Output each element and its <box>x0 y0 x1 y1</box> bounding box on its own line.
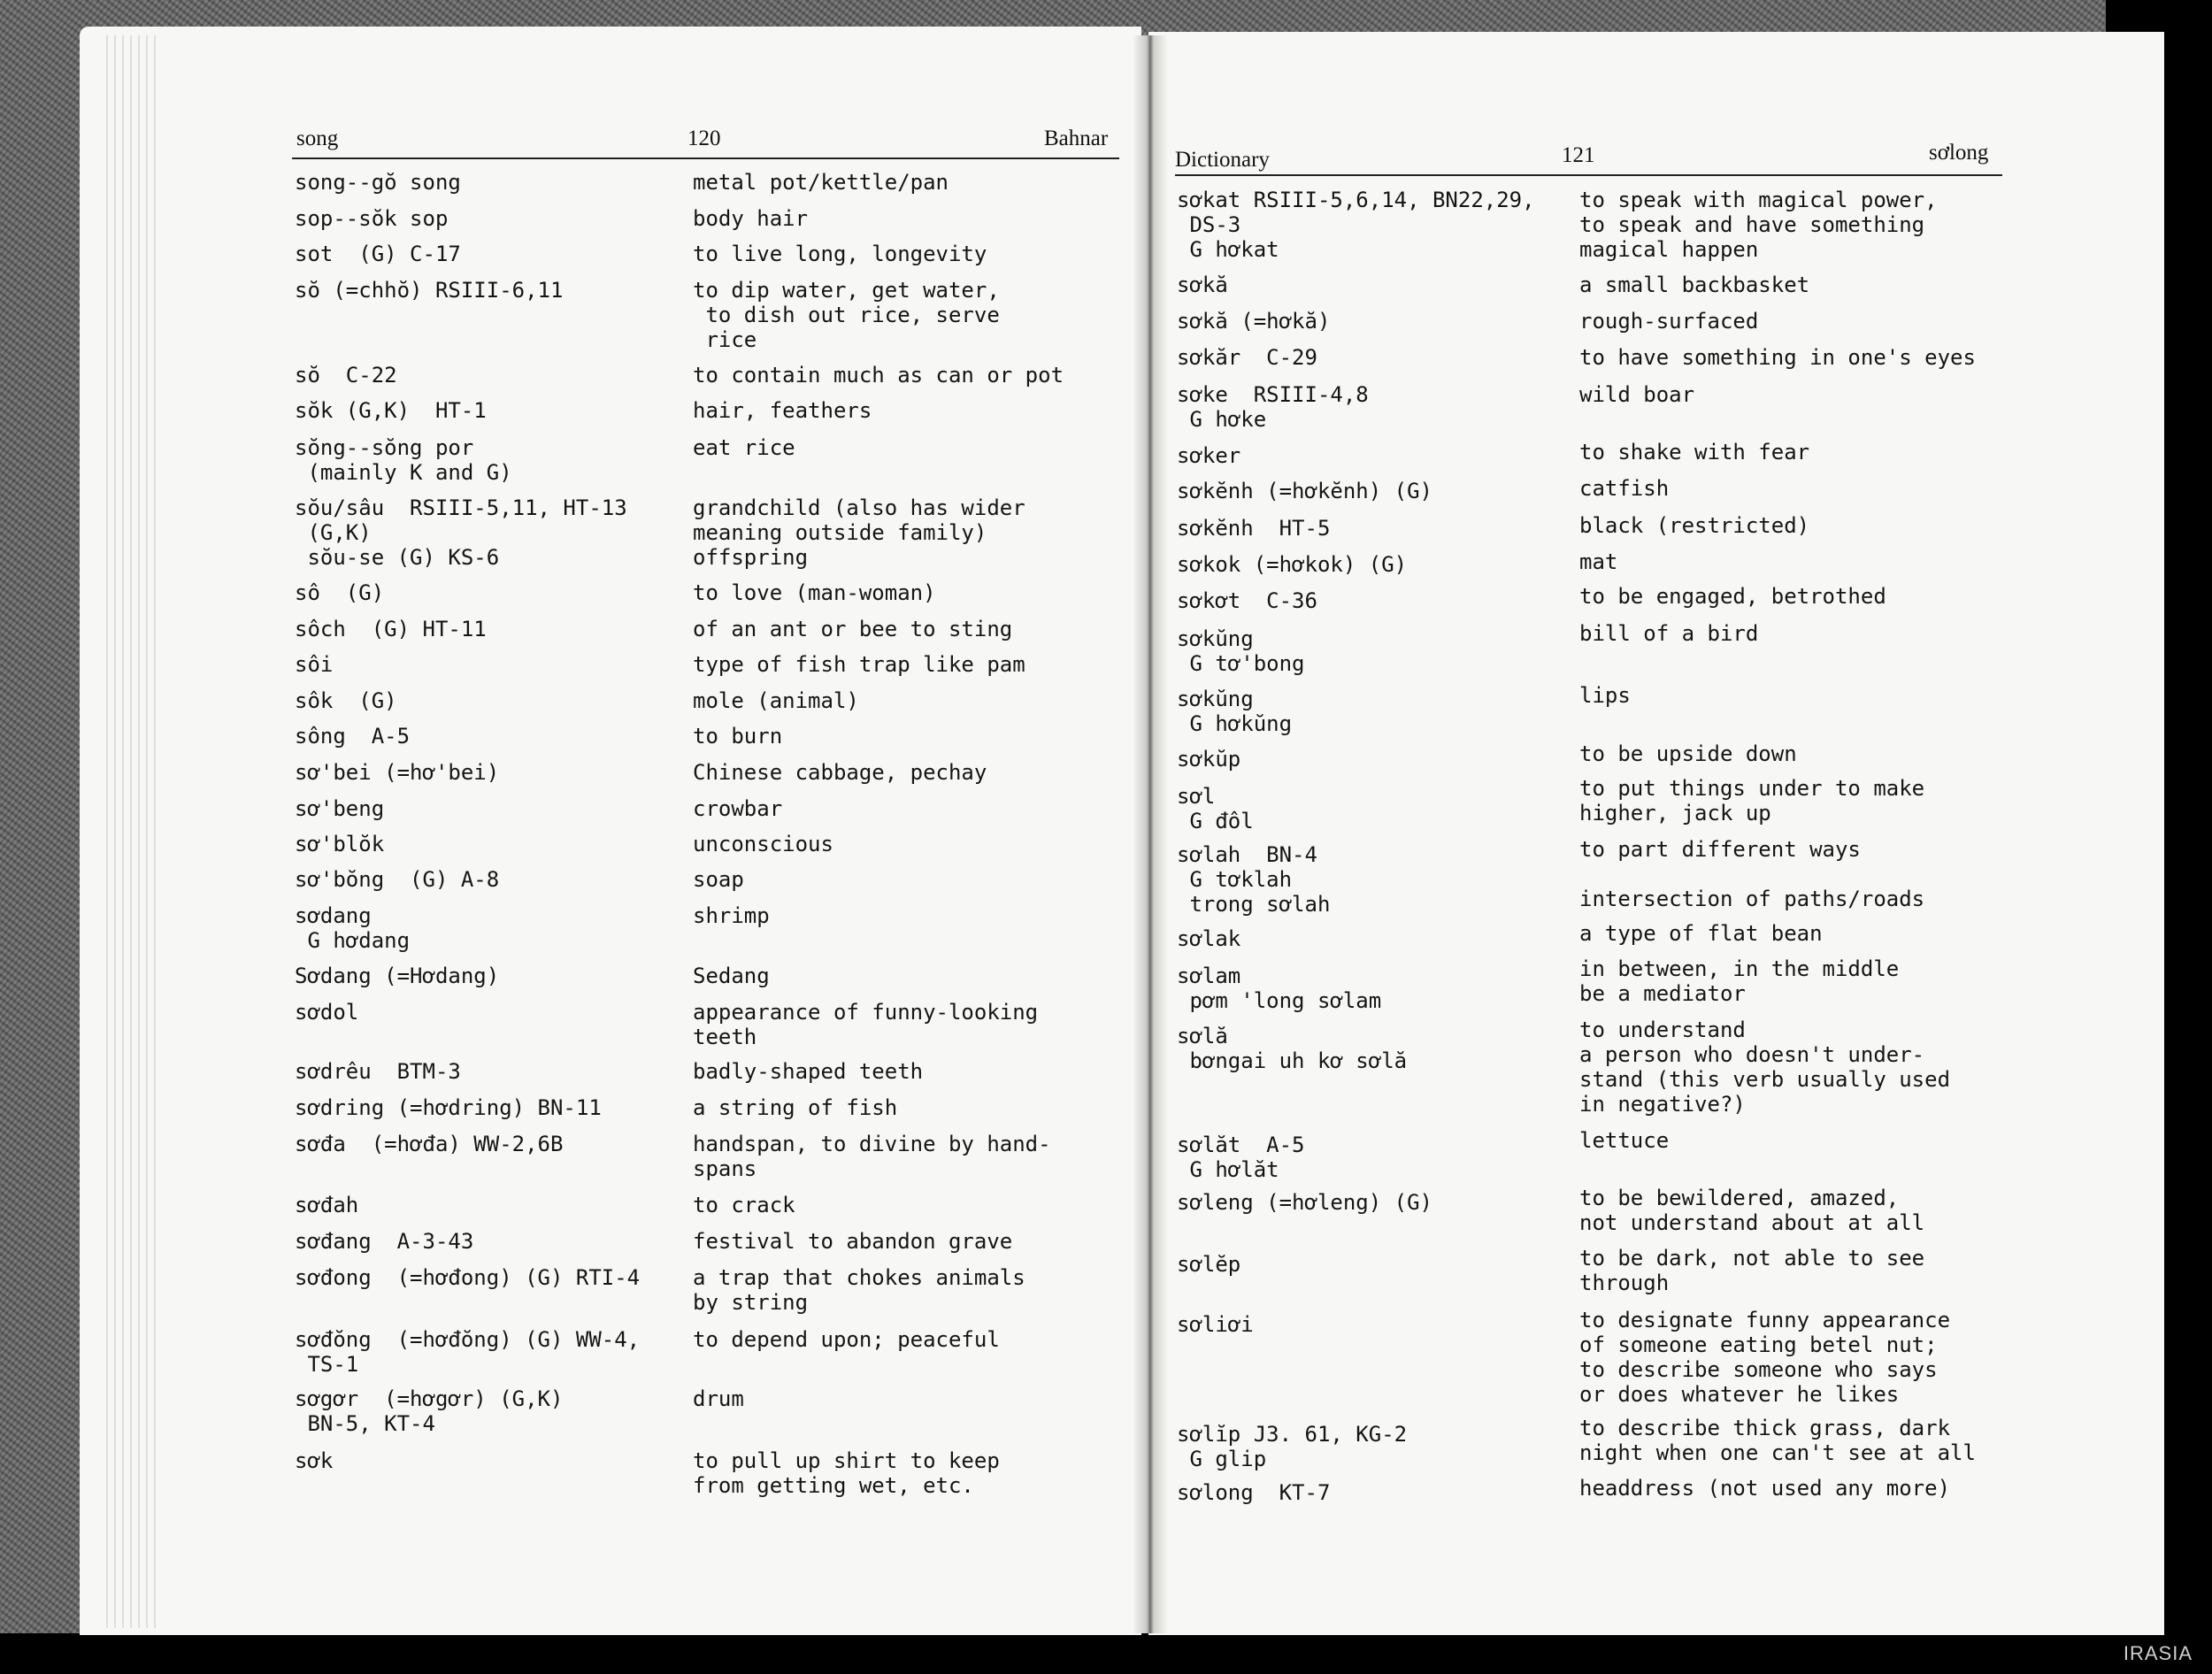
entry-definition: unconscious <box>693 832 833 856</box>
entry-term: sơdang G hơdang <box>295 903 411 953</box>
entry-definition: to depend upon; peaceful <box>693 1327 1000 1352</box>
entry-definition: festival to abandon grave <box>693 1229 1013 1254</box>
entry-term: sơkŭng G tơ'bong <box>1177 626 1305 676</box>
entry-term: sơlong KT-7 <box>1177 1480 1331 1505</box>
entry-term: sơliơi <box>1177 1312 1254 1337</box>
entry-definition: mat <box>1579 549 1618 574</box>
entry-term: sơkŭp <box>1177 747 1241 772</box>
credit-watermark: IRASIA <box>2123 1642 2193 1664</box>
entry-definition: a string of fish <box>693 1095 898 1120</box>
entry-definition: eat rice <box>693 435 795 460</box>
entry-definition: type of fish trap like pam <box>693 652 1025 677</box>
entry-term: sơ'beng <box>295 796 385 821</box>
left-header-rule <box>292 157 1119 159</box>
entry-definition: grandchild (also has wider meaning outside family) offspring <box>693 495 1025 570</box>
entry-definition: rough-surfaced <box>1579 309 1759 334</box>
entry-term: sơ'bei (=hơ'bei) <box>295 760 500 785</box>
entry-term: sŏ C-22 <box>295 363 397 388</box>
entry-term: sŏu/sâu RSIII-5,11, HT-13 (G,K) sŏu-se (G) KS-6 <box>295 495 627 570</box>
entry-term: sơk <box>295 1448 334 1473</box>
book-gutter <box>1133 35 1168 1633</box>
entry-term: sôch (G) HT-11 <box>295 617 487 641</box>
entry-definition: to live long, longevity <box>693 242 987 266</box>
entry-definition: lettuce <box>1579 1128 1670 1153</box>
left-page-number: 120 <box>687 127 721 150</box>
entry-definition: appearance of funny-looking teeth <box>693 1000 1039 1049</box>
entry-term: sơl G đôl <box>1177 784 1254 833</box>
left-header-title: Bahnar <box>1044 127 1109 150</box>
entry-definition: to shake with fear <box>1579 440 1810 465</box>
entry-term: sô (G) <box>295 580 385 605</box>
right-page-number: 121 <box>1562 143 1595 167</box>
entry-definition: catfish <box>1579 476 1670 501</box>
scan-border-bottom <box>0 1633 2212 1674</box>
entry-definition: to be upside down <box>1579 741 1797 766</box>
entry-definition: headdress (not used any more) <box>1579 1476 1951 1501</box>
entry-definition: drum <box>693 1386 744 1411</box>
entry-term: sơdol <box>295 1000 359 1025</box>
entry-definition: a trap that chokes animals by string <box>693 1265 1025 1315</box>
entry-term: sơlĭp J3. 61, KG-2 G glip <box>1177 1422 1408 1471</box>
entry-term: sôk (G) <box>295 688 397 713</box>
entry-definition: mole (animal) <box>693 688 859 713</box>
entry-definition: metal pot/kettle/pan <box>693 170 949 195</box>
entry-term: sơker <box>1177 443 1241 468</box>
entry-term: sơkat RSIII-5,6,14, BN22,29, DS-3 G hơkat <box>1177 188 1535 262</box>
entry-definition: to be engaged, betrothed <box>1579 584 1886 609</box>
entry-definition: wild boar <box>1579 382 1695 407</box>
entry-definition: black (restricted) <box>1579 513 1810 538</box>
entry-definition: to understand a person who doesn't under- stand (this verb usually used in negative?) <box>1579 1017 1951 1117</box>
entry-term: sơke RSIII-4,8 G hơke <box>1177 382 1369 432</box>
right-header-word: sơlong <box>1929 141 1989 165</box>
entry-definition: soap <box>693 867 744 892</box>
entry-definition: a small backbasket <box>1579 273 1810 297</box>
entry-definition: Sedang <box>693 964 770 988</box>
entry-term: sơdring (=hơdring) BN-11 <box>295 1095 602 1120</box>
entry-term: sơkăr C-29 <box>1177 345 1317 370</box>
entry-definition: hair, feathers <box>693 398 872 423</box>
entry-definition: to be dark, not able to see through <box>1579 1246 1925 1295</box>
entry-definition: to speak with magical power, to speak and have something magical happen <box>1579 188 1938 262</box>
entry-term: sơlak <box>1177 926 1241 951</box>
entry-term: sơkơt C-36 <box>1177 588 1317 613</box>
entry-definition: to part different ways intersection of paths/roads <box>1579 837 1925 911</box>
entry-term: sơlĕp <box>1177 1252 1241 1277</box>
entry-term: sŏk (G,K) HT-1 <box>295 398 487 423</box>
entry-term: sơlah BN-4 G tơklah trong sơlah <box>1177 842 1331 917</box>
entry-term: sop--sŏk sop <box>295 206 449 231</box>
left-header-word: song <box>296 127 339 150</box>
entry-definition: to have something in one's eyes <box>1579 345 1976 370</box>
entry-definition: shrimp <box>693 903 770 928</box>
page-edge-shadow <box>106 35 159 1628</box>
entry-term: sơgơr (=hơgơr) (G,K) BN-5, KT-4 <box>295 1386 564 1436</box>
entry-term: sôi <box>295 652 334 677</box>
entry-definition: to dip water, get water, to dish out rice, serve rice <box>693 278 1000 352</box>
entry-term: song--gŏ song <box>295 170 461 195</box>
entry-term: sơđong (=hơđong) (G) RTI-4 <box>295 1265 641 1290</box>
entry-term: sơlam pơm 'long sơlam <box>1177 964 1382 1013</box>
entry-term: sơleng (=hơleng) (G) <box>1177 1190 1432 1215</box>
entry-term: sot (G) C-17 <box>295 242 461 266</box>
entry-definition: to love (man-woman) <box>693 580 936 605</box>
left-page <box>80 27 1141 1635</box>
entry-term: sơkă (=hơkă) <box>1177 309 1331 334</box>
entry-term: sơ'blŏk <box>295 832 385 856</box>
entry-definition: to put things under to make higher, jack up <box>1579 776 1925 825</box>
entry-term: sơkok (=hơkok) (G) <box>1177 552 1408 577</box>
right-header-title: Dictionary <box>1175 148 1270 172</box>
entry-term: sơ'bŏng (G) A-8 <box>295 867 500 892</box>
entry-definition: to describe thick grass, dark night when one can't see at all <box>1579 1416 1976 1465</box>
entry-term: sơđah <box>295 1193 359 1217</box>
entry-definition: of an ant or bee to sting <box>693 617 1013 641</box>
entry-definition: badly-shaped teeth <box>693 1059 924 1084</box>
entry-term: sŏ (=chhŏ) RSIII-6,11 <box>295 278 564 303</box>
entry-term: sŏng--sŏng por (mainly K and G) <box>295 435 512 485</box>
entry-definition: to designate funny appearance of someone eating betel nut; to describe someone who says or does whatever he likes <box>1579 1308 1951 1407</box>
entry-definition: to be bewildered, amazed, not understand about at all <box>1579 1186 1925 1235</box>
entry-definition: lips <box>1579 683 1631 708</box>
entry-term: sơlă bơngai uh kơ sơlă <box>1177 1024 1408 1073</box>
entry-term: sơlăt A-5 G hơlăt <box>1177 1133 1305 1182</box>
entry-definition: crowbar <box>693 796 783 821</box>
entry-definition: body hair <box>693 206 809 231</box>
entry-definition: to pull up shirt to keep from getting wet, etc. <box>693 1448 1000 1498</box>
entry-definition: handspan, to divine by hand- spans <box>693 1132 1051 1181</box>
entry-term: sơđŏng (=hơđŏng) (G) WW-4, TS-1 <box>295 1327 641 1377</box>
entry-term: sông A-5 <box>295 724 411 749</box>
entry-definition: in between, in the middle be a mediator <box>1579 956 1900 1006</box>
entry-definition: bill of a bird <box>1579 621 1759 646</box>
entry-term: sơkĕnh HT-5 <box>1177 516 1331 541</box>
entry-term: sơkŭng G hơkŭng <box>1177 687 1293 736</box>
entry-term: sơđa (=hơđa) WW-2,6B <box>295 1132 564 1156</box>
entry-term: sơkă <box>1177 273 1228 297</box>
entry-term: sơdrêu BTM-3 <box>295 1059 461 1084</box>
entry-term: sơđang A-3-43 <box>295 1229 474 1254</box>
entry-definition: to burn <box>693 724 783 749</box>
right-header-rule <box>1175 174 2002 176</box>
entry-definition: Chinese cabbage, pechay <box>693 760 987 785</box>
entry-definition: to contain much as can or pot <box>693 363 1064 388</box>
entry-definition: to crack <box>693 1193 795 1217</box>
entry-term: sơkĕnh (=hơkĕnh) (G) <box>1177 479 1432 503</box>
entry-definition: a type of flat bean <box>1579 921 1823 946</box>
entry-term: Sơdang (=Hơdang) <box>295 964 500 988</box>
